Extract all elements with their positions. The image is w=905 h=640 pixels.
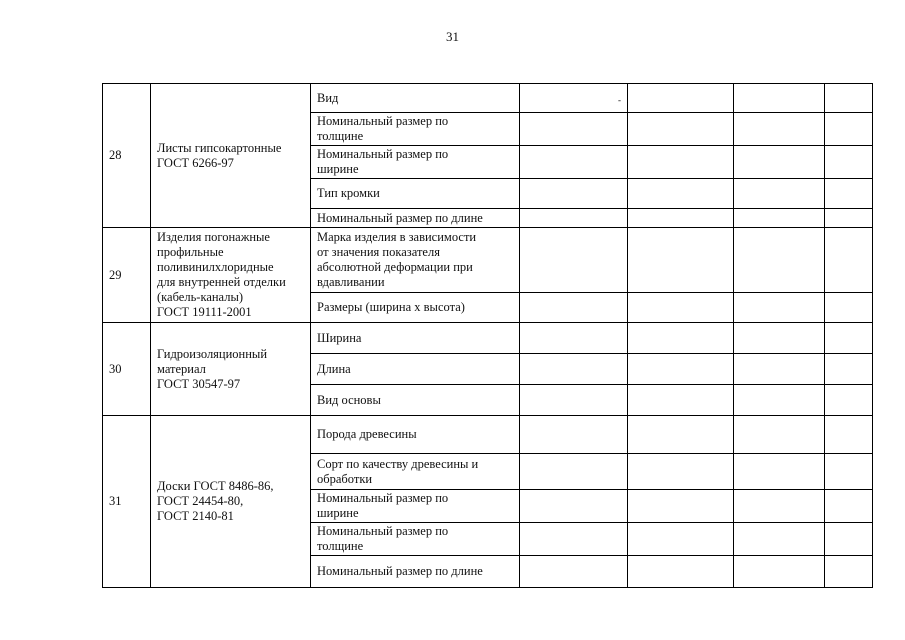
value-cell	[520, 454, 628, 490]
text-line: Длина	[317, 361, 351, 376]
text-line: ширине	[317, 162, 359, 176]
value-cell	[734, 113, 825, 146]
value-cell	[520, 556, 628, 588]
value-cell	[825, 146, 873, 179]
text-line: Тип кромки	[317, 186, 380, 200]
text-line: ГОСТ 2140-81	[157, 509, 234, 523]
table-row	[103, 323, 873, 354]
text-line: Изделия погонажные	[157, 230, 270, 244]
value-cell	[734, 490, 825, 523]
value-cell	[520, 179, 628, 209]
product-cell	[151, 416, 311, 588]
table-row	[103, 416, 873, 454]
value-cell	[628, 84, 734, 113]
value-cell	[628, 454, 734, 490]
property-cell	[311, 490, 520, 523]
property-cell	[311, 523, 520, 556]
value-cell	[520, 209, 628, 228]
value-cell	[825, 323, 873, 354]
value-cell	[825, 385, 873, 416]
text-line: абсолютной деформации при	[317, 260, 473, 274]
text-line: Номинальный размер по	[317, 147, 449, 161]
product-cell	[151, 84, 311, 228]
value-cell	[628, 523, 734, 556]
value-cell	[734, 454, 825, 490]
text-line: Вид	[317, 90, 339, 105]
row-number: 31	[103, 416, 151, 588]
text-line: ширине	[317, 506, 359, 520]
property-cell	[311, 228, 520, 293]
value-cell	[734, 146, 825, 179]
text-line: от значения показателя	[317, 245, 440, 259]
text-line: Номинальный размер по	[317, 524, 449, 538]
value-cell	[825, 113, 873, 146]
text-line: (кабель-каналы)	[157, 290, 244, 304]
value-cell	[520, 293, 628, 323]
text-line: Гидроизоляционный	[157, 346, 268, 361]
value-cell	[825, 416, 873, 454]
property-cell	[311, 454, 520, 490]
value-cell	[520, 146, 628, 179]
value-cell	[825, 490, 873, 523]
value-cell	[734, 523, 825, 556]
text-line: Марка изделия в зависимости	[317, 230, 477, 244]
text-line: ГОСТ 6266-97	[157, 155, 234, 170]
value-cell	[825, 228, 873, 293]
value-cell	[520, 385, 628, 416]
product-cell	[151, 323, 311, 416]
text-line: ГОСТ 30547-97	[157, 376, 241, 391]
text-line: для внутренней отделки	[157, 275, 286, 289]
text-line: поливинилхлоридные	[157, 260, 274, 274]
property-cell	[311, 179, 520, 209]
text-line: вдавливании	[317, 275, 385, 289]
value-cell	[628, 354, 734, 385]
value-cell	[734, 323, 825, 354]
value-cell	[734, 385, 825, 416]
text-line: профильные	[157, 245, 224, 259]
text-line: Листы гипсокартонные	[157, 140, 282, 155]
text-line: Вид основы	[317, 392, 381, 407]
value-cell	[628, 228, 734, 293]
product-cell	[151, 228, 311, 323]
value-cell	[520, 416, 628, 454]
text-line: Размеры (ширина х высота)	[317, 300, 465, 314]
value-cell	[520, 113, 628, 146]
value-cell	[520, 323, 628, 354]
value-cell	[628, 293, 734, 323]
value-cell	[628, 179, 734, 209]
value-cell	[628, 490, 734, 523]
text-line: Номинальный размер по	[317, 491, 449, 505]
text-line: Порода древесины	[317, 427, 417, 441]
value-cell	[825, 523, 873, 556]
value-cell	[628, 556, 734, 588]
value-cell	[825, 354, 873, 385]
property-cell	[311, 293, 520, 323]
value-cell	[825, 293, 873, 323]
value-cell	[734, 354, 825, 385]
spec-table	[102, 83, 873, 588]
text-line: толщине	[317, 129, 364, 143]
text-line: Номинальный размер по длине	[317, 210, 483, 225]
value-cell	[628, 146, 734, 179]
property-cell	[311, 416, 520, 454]
property-cell	[311, 354, 520, 385]
stray-mark: -	[618, 94, 621, 105]
value-cell	[628, 323, 734, 354]
value-cell	[520, 84, 628, 113]
value-cell	[628, 416, 734, 454]
value-cell	[520, 228, 628, 293]
text-line: Доски ГОСТ 8486-86,	[157, 479, 274, 493]
text-line: Сорт по качеству древесины и	[317, 456, 479, 471]
text-line: обработки	[317, 471, 373, 486]
value-cell	[734, 179, 825, 209]
value-cell	[825, 209, 873, 228]
property-cell	[311, 209, 520, 228]
property-cell	[311, 556, 520, 588]
text-line: материал	[157, 361, 206, 376]
table-row	[103, 84, 873, 113]
property-cell	[311, 146, 520, 179]
property-cell	[311, 113, 520, 146]
value-cell	[628, 209, 734, 228]
property-cell	[311, 84, 520, 113]
value-cell	[628, 113, 734, 146]
value-cell	[734, 416, 825, 454]
value-cell	[825, 556, 873, 588]
page-number: 31	[446, 29, 459, 44]
text-line: Номинальный размер по длине	[317, 564, 483, 578]
value-cell	[520, 490, 628, 523]
value-cell	[825, 84, 873, 113]
row-number: 30	[103, 323, 151, 416]
row-number: 28	[103, 84, 151, 228]
text-line: ГОСТ 19111-2001	[157, 305, 252, 319]
value-cell	[734, 209, 825, 228]
value-cell	[734, 556, 825, 588]
value-cell	[734, 293, 825, 323]
text-line: ГОСТ 24454-80,	[157, 494, 244, 508]
property-cell	[311, 323, 520, 354]
value-cell	[825, 454, 873, 490]
value-cell	[734, 228, 825, 293]
table-row	[103, 228, 873, 293]
value-cell	[520, 354, 628, 385]
value-cell	[825, 179, 873, 209]
value-cell	[628, 385, 734, 416]
value-cell	[520, 523, 628, 556]
property-cell	[311, 385, 520, 416]
value-cell	[734, 84, 825, 113]
text-line: Ширина	[317, 330, 362, 345]
text-line: Номинальный размер по	[317, 114, 449, 128]
text-line: толщине	[317, 539, 364, 553]
row-number: 29	[103, 228, 151, 323]
